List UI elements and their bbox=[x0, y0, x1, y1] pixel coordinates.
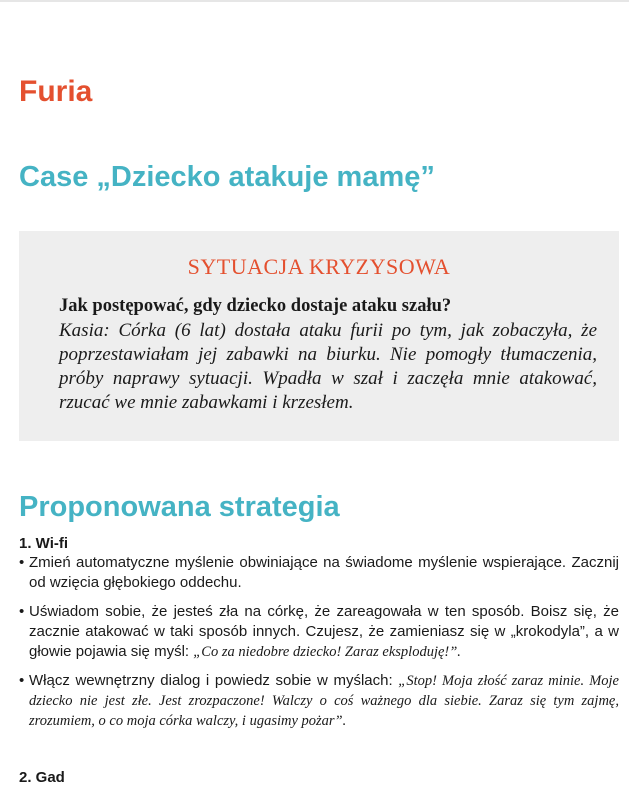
list-item bbox=[19, 602, 619, 662]
list-item bbox=[19, 671, 619, 731]
strategy-heading: Proponowana strategia bbox=[19, 491, 340, 523]
crisis-question: Jak postępować, gdy dziecko dostaje ataku szału? bbox=[59, 296, 452, 316]
bullet-dot: • bbox=[19, 603, 25, 620]
bullet-text: Uświadom sobie, że jesteś zła na córkę, że zareagowała w ten sposób. Boisz się, że zacznie atakować w taki sposób innych. Czujesz, że zamieniasz się w „krokodyla”, a w głowie pojawia się myśl: bbox=[29, 603, 619, 660]
bullet-text: Zmień automatyczne myślenie obwiniające na świadome myślenie wspierające. Zacznij od wzięcia głębokiego oddechu. bbox=[29, 554, 619, 591]
crisis-heading: SYTUACJA KRYZYSOWA bbox=[187, 254, 451, 279]
bullet-quote: „Stop! Moja złość zaraz minie. Moje dziecko nie jest złe. Jest zrozpaczone! Walczy o coś ważnego dla siebie. Zaraz się tym zajmę, zrozumiem, o co moja córka walczy, i ugasimy pożar”. bbox=[29, 673, 619, 729]
top-divider bbox=[0, 0, 629, 2]
crisis-story: Kasia: Córka (6 lat) dostała ataku furii po tym, jak zobaczyła, że poprzestawiałam jej zabawki na biurku. Nie pomogły tłumaczenia, próby naprawy sytuacji. Wpadła w szał i zaczęła mnie atakować, rzucać we mnie zabawkami i krzesłem. bbox=[59, 320, 597, 413]
step-1-label: 1. Wi-fi bbox=[19, 535, 69, 552]
bullet-dot: • bbox=[19, 672, 25, 689]
list-item bbox=[19, 553, 619, 593]
case-heading: Case „Dziecko atakuje mamę” bbox=[19, 161, 435, 193]
step-2-label: 2. Gad bbox=[19, 769, 65, 786]
bullet-text: Włącz wewnętrzny dialog i powiedz sobie w myślach: bbox=[29, 672, 399, 689]
bullet-quote: „Co za niedobre dziecko! Zaraz eksploduję!”. bbox=[193, 644, 461, 660]
page-title: Furia bbox=[19, 75, 93, 108]
strategy-bullet-list bbox=[19, 553, 619, 740]
bullet-dot: • bbox=[19, 554, 25, 571]
crisis-box bbox=[19, 231, 619, 441]
